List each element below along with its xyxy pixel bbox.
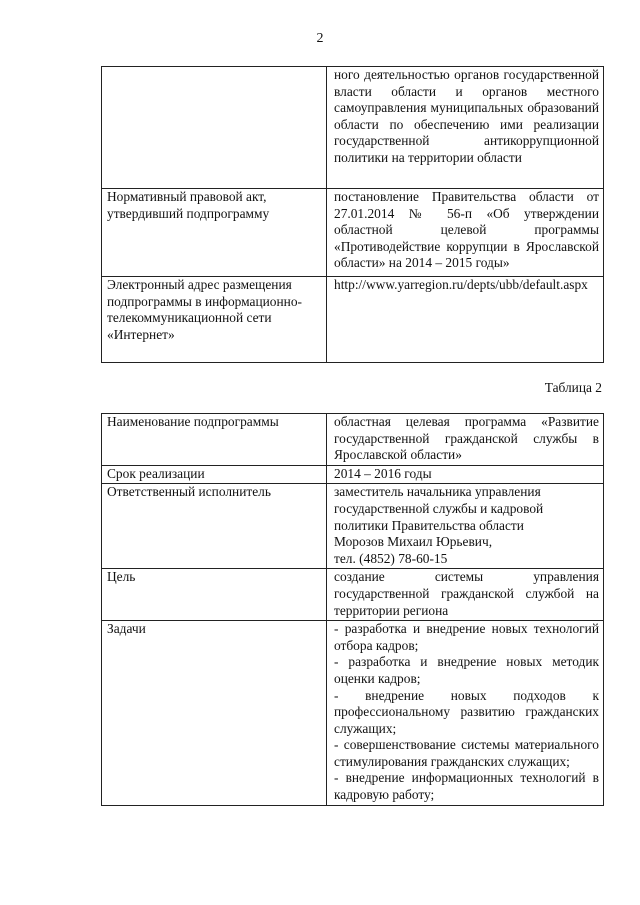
- row-value: [327, 484, 604, 569]
- row-label: Ответственный исполнитель: [102, 484, 327, 569]
- row-label: Цель: [102, 569, 327, 621]
- table-caption: Таблица 2: [544, 380, 602, 395]
- page-number: 2: [316, 31, 324, 46]
- task-item: - внедрение информационных технологий в кадровую работу;: [334, 770, 599, 803]
- row-label: [102, 67, 327, 189]
- row-label: Задачи: [102, 621, 327, 806]
- row-value: областная целевая программа «Развитие государственной гражданской службы в Ярославской области»: [327, 414, 604, 466]
- subprogram-passport-table: [101, 413, 604, 806]
- table-row: [102, 277, 604, 363]
- task-item: - разработка и внедрение новых технологий отбора кадров;: [334, 621, 599, 653]
- task-item: - разработка и внедрение новых методик оценки кадров;: [334, 654, 599, 686]
- executor-name: Морозов Михаил Юрьевич,: [334, 534, 493, 550]
- row-value: ного деятельностью органов государственной власти области и органов местного самоуправления муниципальных образований области по обеспечению ими реализации государственной антикоррупционной политики на территории области: [327, 67, 604, 189]
- subprogram-passport-table-continued: [101, 66, 604, 363]
- row-value: создание системы управления государственной гражданской службой на территории региона: [327, 569, 604, 621]
- table-row: [102, 569, 604, 621]
- task-item: - совершенствование системы материального стимулирования гражданских служащих;: [334, 737, 599, 769]
- row-label: Наименование подпрограммы: [102, 414, 327, 466]
- row-label: Электронный адрес размещения подпрограммы в информационно-телекоммуникационной сети «Интернет»: [102, 277, 327, 363]
- row-label: Срок реализации: [102, 465, 327, 484]
- table-row: [102, 67, 604, 189]
- table-row: [102, 621, 604, 806]
- website-url[interactable]: http://www.yarregion.ru/depts/ubb/default.aspx: [327, 277, 604, 363]
- table-row: [102, 189, 604, 277]
- table-row: [102, 414, 604, 466]
- table-row: [102, 465, 604, 484]
- task-item: - внедрение новых подходов к профессиональному развитию гражданских служащих;: [334, 687, 599, 736]
- row-value: [327, 621, 604, 806]
- row-value: постановление Правительства области от 27.01.2014 № 56-п «Об утверждении областной целевой программы «Противодействие коррупции в Ярославской области» на 2014 – 2015 годы»: [327, 189, 604, 277]
- row-value: 2014 – 2016 годы: [327, 465, 604, 484]
- table-row: [102, 484, 604, 569]
- executor-position: заместитель начальника управления государственной службы и кадровой политики Правительства области: [334, 484, 544, 533]
- row-label: Нормативный правовой акт, утвердивший подпрограмму: [102, 189, 327, 277]
- executor-phone: тел. (4852) 78-60-15: [334, 550, 448, 566]
